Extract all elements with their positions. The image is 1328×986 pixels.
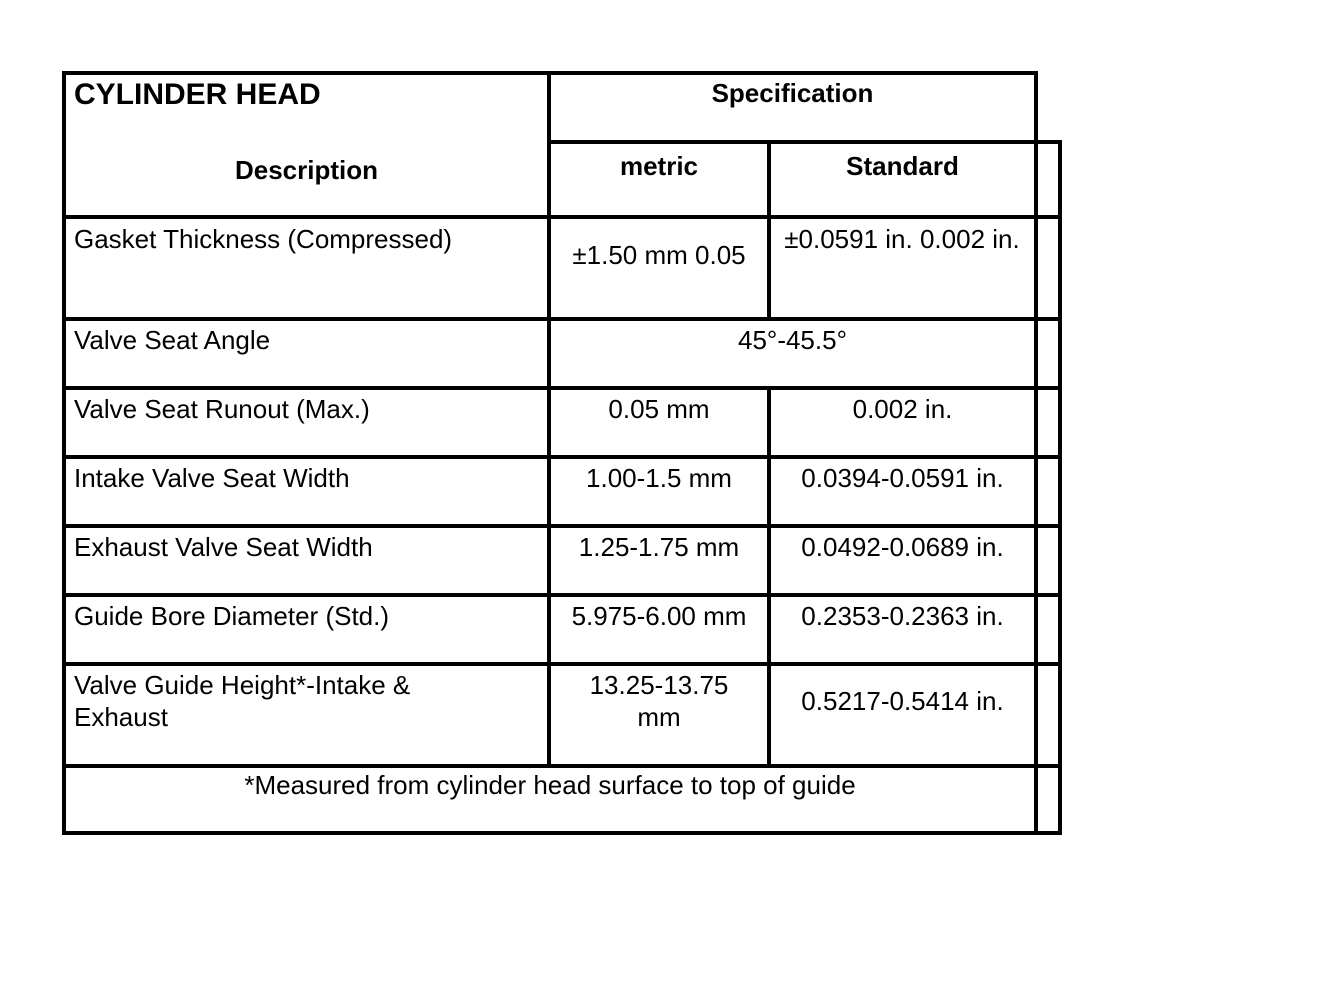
row-standard: ±0.0591 in. 0.002 in.: [784, 224, 1020, 254]
row-description: Valve Guide Height*-Intake & Exhaust: [74, 670, 411, 732]
table-border-right: [1034, 71, 1038, 835]
col-standard: Standard: [846, 151, 959, 181]
row-description: Intake Valve Seat Width: [74, 463, 350, 493]
line-row6: [62, 662, 1062, 666]
far-right-cap: [1034, 140, 1062, 144]
line-under-header: [62, 215, 1062, 219]
row-metric: 0.05 mm: [608, 394, 710, 424]
footnote: *Measured from cylinder head surface to top of guide: [244, 770, 856, 800]
table-border-far-right: [1058, 140, 1062, 835]
row-metric: 5.975-6.00 mm: [571, 601, 747, 631]
row-metric: 1.25-1.75 mm: [578, 532, 740, 562]
line-row2: [62, 386, 1062, 390]
col-description: Description: [234, 155, 379, 185]
row-description: Valve Seat Runout (Max.): [74, 394, 370, 424]
table-border-bottom: [62, 831, 1062, 835]
line-row7: [62, 764, 1062, 768]
row-description: Gasket Thickness (Compressed): [74, 224, 453, 254]
row-metric: 13.25-13.75 mm: [589, 670, 729, 732]
row-standard: 0.2353-0.2363 in.: [801, 601, 1004, 631]
row-metric: ±1.50 mm 0.05: [572, 240, 746, 270]
row-standard: 0.002 in.: [852, 394, 953, 424]
col-metric: metric: [619, 151, 699, 181]
line-row1: [62, 317, 1062, 321]
row-description: Guide Bore Diameter (Std.): [74, 601, 390, 631]
line-under-spec: [547, 140, 1038, 144]
line-row3: [62, 455, 1062, 459]
row-description: Valve Seat Angle: [74, 325, 271, 355]
row-metric: 1.00-1.5 mm: [586, 463, 732, 493]
row-combined-value: 45°-45.5°: [738, 325, 847, 355]
row-standard: 0.5217-0.5414 in.: [801, 686, 1004, 716]
row-standard: 0.0394-0.0591 in.: [801, 463, 1004, 493]
line-row4: [62, 524, 1062, 528]
table-title: CYLINDER HEAD: [74, 78, 321, 111]
row-standard: 0.0492-0.0689 in.: [801, 532, 1004, 562]
row-description: Exhaust Valve Seat Width: [74, 532, 373, 562]
spec-table: [62, 71, 1038, 835]
line-row5: [62, 593, 1062, 597]
spec-header: Specification: [711, 78, 874, 108]
